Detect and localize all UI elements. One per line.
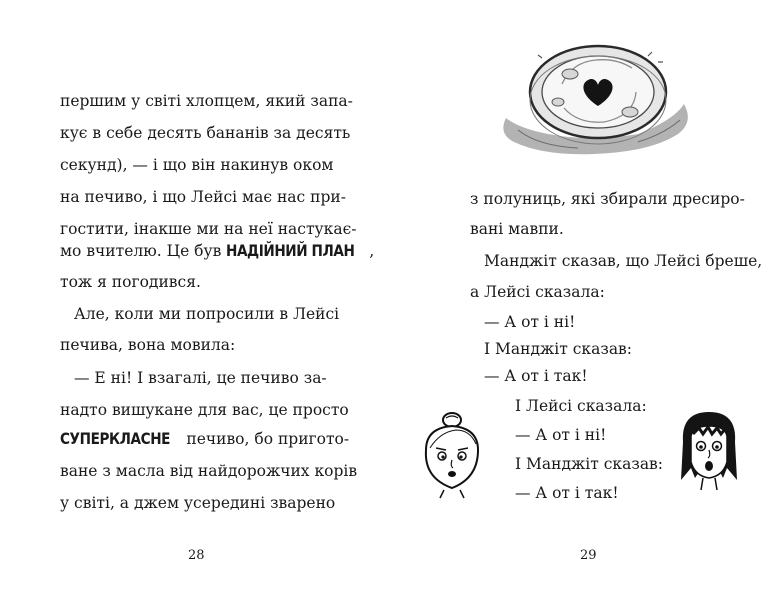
text-span: ,	[369, 242, 375, 260]
text-line: у світі, а джем усередині зварено	[60, 494, 336, 512]
text-line: — А от і ні!	[515, 426, 607, 444]
text-span: печиво, бо пригото-	[181, 430, 350, 448]
text-line: Але, коли ми попросили в Лейсі	[74, 305, 340, 323]
text-line: секунд), — і що він накинув оком	[60, 156, 334, 174]
text-line: тож я погодився.	[60, 273, 201, 291]
lacey-face-illustration	[416, 408, 486, 500]
text-line: першим у світі хлопцем, який запа-	[60, 92, 353, 110]
text-line: печива, вона мовила:	[60, 336, 236, 354]
text-line: з полуниць, які збирали дресиро-	[470, 190, 745, 208]
text-line: І Манджіт сказав:	[515, 455, 664, 473]
text-line: Манджіт сказав, що Лейсі бреше,	[484, 252, 763, 270]
emphasis-text: НАДІЙНИЙ ПЛАН	[226, 241, 355, 260]
text-line: І Манджіт сказав:	[484, 340, 633, 358]
text-line: а Лейсі сказала:	[470, 283, 605, 301]
text-line: — А от і так!	[515, 484, 619, 502]
emphasis-text: СУПЕРКЛАСНЕ	[60, 429, 171, 448]
text-span: мо вчителю. Це був	[60, 242, 227, 260]
text-line: ване з масла від найдорожчих корів	[60, 462, 358, 480]
page-number: 29	[580, 548, 597, 563]
text-line: на печиво, і що Лейсі має нас при-	[60, 188, 346, 206]
jam-heart-biscuit-illustration	[498, 38, 698, 160]
manjit-face-illustration	[673, 406, 745, 498]
text-line: кує в себе десять бананів за десять	[60, 124, 351, 142]
right-page	[390, 0, 780, 600]
text-line: — А от і ні!	[484, 313, 576, 331]
text-line: надто вишукане для вас, це просто	[60, 401, 349, 419]
text-line: — Е ні! І взагалі, це печиво за-	[74, 369, 327, 387]
text-line	[60, 241, 375, 261]
text-line: І Лейсі сказала:	[515, 397, 647, 415]
page-number: 28	[188, 548, 205, 563]
text-line: гостити, інакше ми на неї настукає-	[60, 220, 357, 238]
text-line: вані мавпи.	[470, 220, 564, 238]
text-line: — А от і так!	[484, 367, 588, 385]
text-line	[60, 429, 349, 449]
